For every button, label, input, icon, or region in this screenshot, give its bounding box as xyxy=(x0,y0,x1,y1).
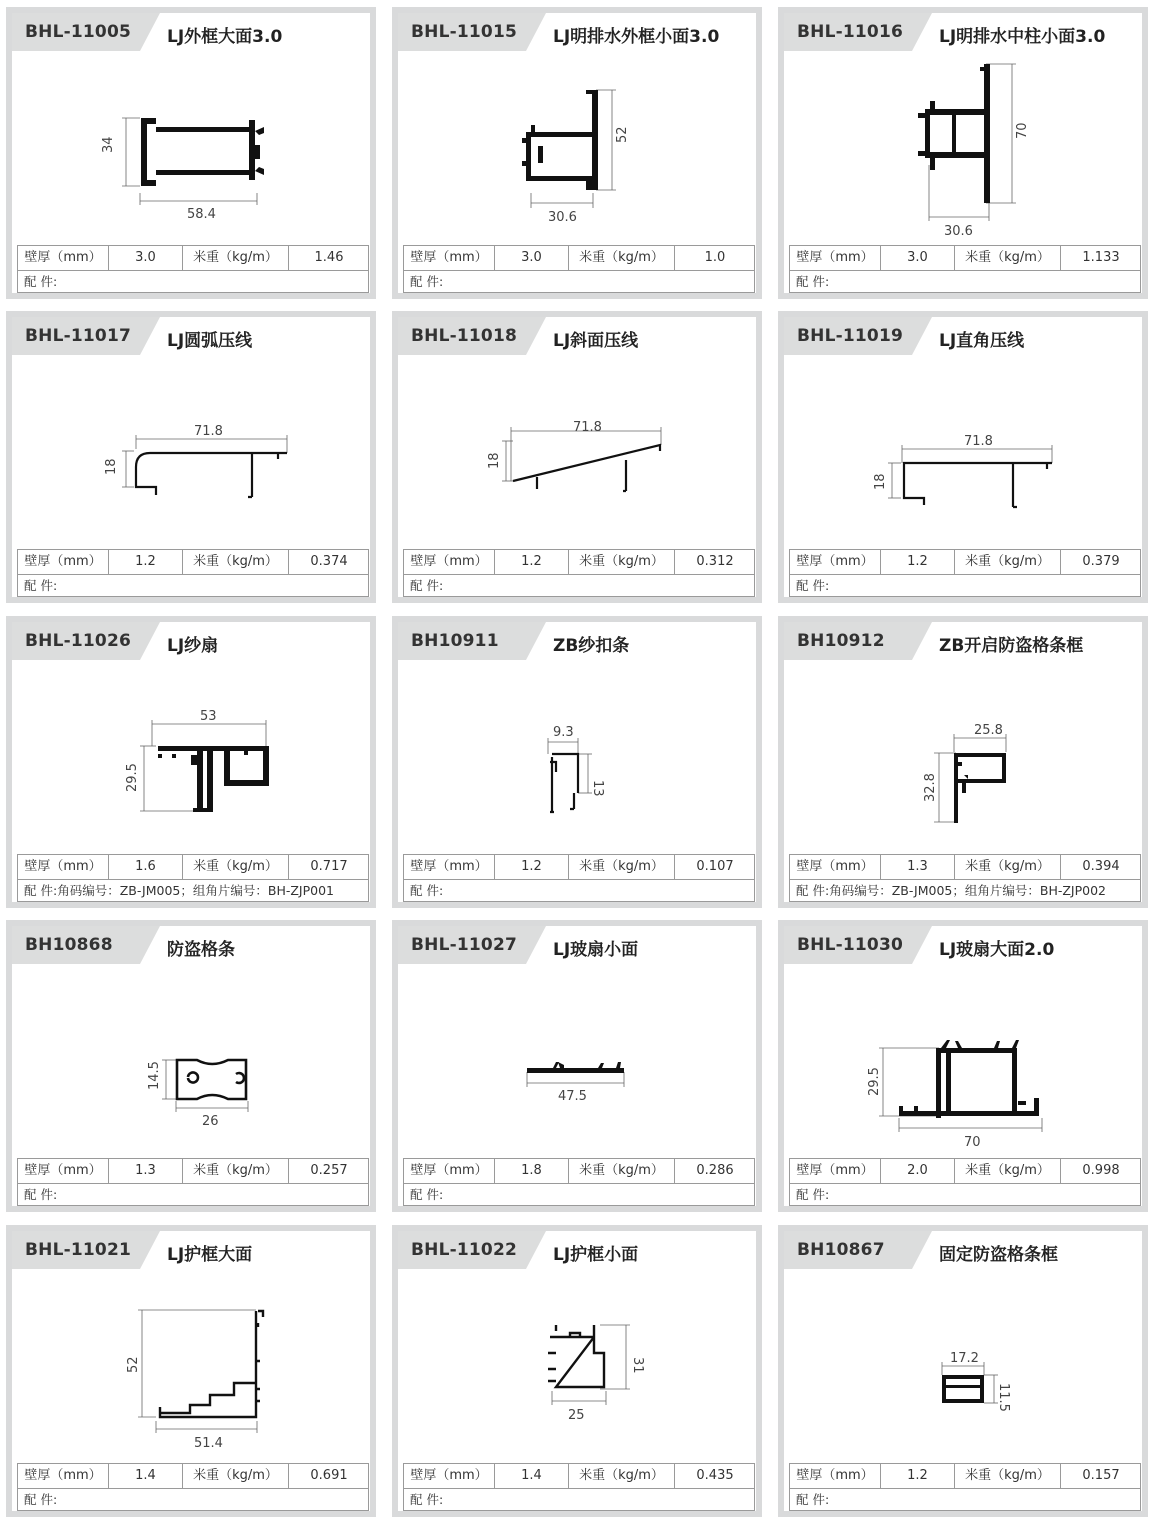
wall-label: 壁厚（mm） xyxy=(18,550,109,574)
product-code: BH10867 xyxy=(797,1240,885,1260)
card-header xyxy=(398,622,756,660)
dim-width: 30.6 xyxy=(548,210,577,225)
product-card xyxy=(392,7,762,299)
spec-table xyxy=(403,245,755,293)
dim-height: 29.5 xyxy=(125,763,140,792)
profile-drawing xyxy=(784,1271,1142,1459)
wall-value: 3.0 xyxy=(881,246,955,270)
product-code: BHL-11019 xyxy=(797,326,904,346)
wall-value: 1.2 xyxy=(495,855,569,879)
product-name: 防盗格条 xyxy=(167,940,235,960)
weight-label: 米重（kg/m） xyxy=(955,1159,1061,1183)
product-code: BHL-11005 xyxy=(25,22,132,42)
parts-label: 配 件: xyxy=(796,883,830,898)
spec-table xyxy=(403,1463,755,1511)
wall-label: 壁厚（mm） xyxy=(790,246,881,270)
card-header xyxy=(784,926,1142,964)
product-card xyxy=(392,311,762,603)
spec-table xyxy=(403,854,755,902)
wall-value: 1.2 xyxy=(495,550,569,574)
wall-label: 壁厚（mm） xyxy=(404,550,495,574)
dim-height: 11.5 xyxy=(996,1383,1011,1412)
card-header xyxy=(398,317,756,355)
product-code: BHL-11021 xyxy=(25,1240,132,1260)
dim-height: 18 xyxy=(104,458,119,475)
wall-value: 1.2 xyxy=(881,1464,955,1488)
wall-label: 壁厚（mm） xyxy=(790,550,881,574)
profile-drawing xyxy=(12,53,370,241)
product-card xyxy=(778,7,1148,299)
dim-width: 71.8 xyxy=(194,424,223,439)
weight-value: 1.133 xyxy=(1082,250,1120,265)
wall-label: 壁厚（mm） xyxy=(18,855,109,879)
spec-table xyxy=(789,1158,1141,1206)
dim-height: 31 xyxy=(630,1357,645,1374)
dim-height: 14.5 xyxy=(147,1061,162,1090)
product-card xyxy=(392,920,762,1212)
weight-label: 米重（kg/m） xyxy=(955,246,1061,270)
product-code: BH10868 xyxy=(25,935,113,955)
product-name: LJ护框小面 xyxy=(553,1245,639,1265)
card-header xyxy=(784,1231,1142,1269)
parts-label: 配 件: xyxy=(410,1187,444,1202)
wall-value: 3.0 xyxy=(109,246,183,270)
wall-label: 壁厚（mm） xyxy=(18,1464,109,1488)
wall-label: 壁厚（mm） xyxy=(790,855,881,879)
weight-value: 0.257 xyxy=(310,1163,348,1178)
wall-label: 壁厚（mm） xyxy=(18,246,109,270)
parts-label: 配 件: xyxy=(796,274,830,289)
weight-value: 0.394 xyxy=(1082,859,1120,874)
weight-label: 米重（kg/m） xyxy=(183,246,289,270)
profile-drawing xyxy=(784,662,1142,850)
wall-value: 1.4 xyxy=(495,1464,569,1488)
product-code: BHL-11017 xyxy=(25,326,132,346)
wall-label: 壁厚（mm） xyxy=(404,1464,495,1488)
profile-drawing xyxy=(398,966,756,1154)
weight-label: 米重（kg/m） xyxy=(569,550,675,574)
weight-value: 0.379 xyxy=(1082,554,1120,569)
dim-width: 26 xyxy=(202,1114,219,1129)
product-name: LJ明排水中柱小面3.0 xyxy=(939,27,1106,47)
parts-label: 配 件: xyxy=(796,578,830,593)
weight-value: 0.107 xyxy=(696,859,734,874)
profile-drawing xyxy=(12,662,370,850)
weight-value: 1.0 xyxy=(704,250,726,265)
weight-label: 米重（kg/m） xyxy=(955,550,1061,574)
dim-width: 17.2 xyxy=(950,1351,979,1366)
spec-table xyxy=(17,1158,369,1206)
weight-label: 米重（kg/m） xyxy=(183,550,289,574)
card-header xyxy=(398,13,756,51)
weight-value: 0.286 xyxy=(696,1163,734,1178)
wall-label: 壁厚（mm） xyxy=(404,1159,495,1183)
product-name: LJ玻扇小面 xyxy=(553,940,639,960)
product-card xyxy=(6,616,376,908)
dim-width: 58.4 xyxy=(187,207,216,222)
weight-label: 米重（kg/m） xyxy=(955,1464,1061,1488)
spec-table xyxy=(403,549,755,597)
product-code: BHL-11016 xyxy=(797,22,904,42)
product-card xyxy=(778,920,1148,1212)
wall-value: 1.2 xyxy=(881,550,955,574)
product-code: BHL-11022 xyxy=(411,1240,518,1260)
spec-table xyxy=(789,1463,1141,1511)
product-name: LJ护框大面 xyxy=(167,1245,253,1265)
product-name: 固定防盗格条框 xyxy=(939,1245,1058,1265)
product-card xyxy=(778,616,1148,908)
wall-value: 1.3 xyxy=(109,1159,183,1183)
weight-label: 米重（kg/m） xyxy=(569,246,675,270)
spec-table xyxy=(789,549,1141,597)
profile-drawing xyxy=(784,53,1142,241)
card-header xyxy=(12,926,370,964)
product-card xyxy=(6,1225,376,1517)
parts-label: 配 件: xyxy=(410,578,444,593)
product-name: LJ外框大面3.0 xyxy=(167,27,283,47)
wall-value: 1.4 xyxy=(109,1464,183,1488)
parts-label: 配 件: xyxy=(796,1187,830,1202)
card-header xyxy=(784,622,1142,660)
dim-height: 29.5 xyxy=(867,1067,882,1096)
parts-label: 配 件: xyxy=(796,1492,830,1507)
profile-drawing xyxy=(12,966,370,1154)
parts-label: 配 件: xyxy=(24,1187,58,1202)
card-header xyxy=(784,317,1142,355)
product-card xyxy=(778,1225,1148,1517)
parts-label: 配 件: xyxy=(24,883,58,898)
wall-label: 壁厚（mm） xyxy=(790,1159,881,1183)
wall-value: 2.0 xyxy=(881,1159,955,1183)
wall-value: 1.8 xyxy=(495,1159,569,1183)
profile-drawing xyxy=(398,1271,756,1459)
product-code: BHL-11026 xyxy=(25,631,132,651)
product-name: LJ明排水外框小面3.0 xyxy=(553,27,720,47)
profile-drawing xyxy=(12,1271,370,1459)
spec-table xyxy=(789,245,1141,293)
product-name: LJ纱扇 xyxy=(167,636,219,656)
parts-value: 角码编号：ZB-JM005；组角片编号：BH-ZJP002 xyxy=(829,883,1106,898)
parts-label: 配 件: xyxy=(410,274,444,289)
card-header xyxy=(12,622,370,660)
product-name: LJ玻扇大面2.0 xyxy=(939,940,1055,960)
weight-value: 0.717 xyxy=(310,859,348,874)
wall-label: 壁厚（mm） xyxy=(404,855,495,879)
weight-value: 0.374 xyxy=(310,554,348,569)
dim-width: 71.8 xyxy=(964,434,993,449)
product-card xyxy=(778,311,1148,603)
product-code: BHL-11027 xyxy=(411,935,518,955)
product-code: BHL-11018 xyxy=(411,326,518,346)
weight-label: 米重（kg/m） xyxy=(183,1464,289,1488)
weight-value: 0.998 xyxy=(1082,1163,1120,1178)
card-header xyxy=(398,926,756,964)
product-code: BH10911 xyxy=(411,631,499,651)
product-card xyxy=(6,920,376,1212)
parts-label: 配 件: xyxy=(410,883,444,898)
dim-width: 30.6 xyxy=(944,224,973,239)
product-name: LJ斜面压线 xyxy=(553,331,639,351)
profile-drawing xyxy=(784,966,1142,1154)
profile-drawing xyxy=(398,357,756,545)
wall-label: 壁厚（mm） xyxy=(790,1464,881,1488)
parts-label: 配 件: xyxy=(24,1492,58,1507)
weight-label: 米重（kg/m） xyxy=(569,1159,675,1183)
weight-value: 0.157 xyxy=(1082,1468,1120,1483)
wall-value: 1.2 xyxy=(109,550,183,574)
card-header xyxy=(12,13,370,51)
product-name: ZB纱扣条 xyxy=(553,636,630,656)
spec-table xyxy=(17,1463,369,1511)
weight-value: 0.691 xyxy=(310,1468,348,1483)
dim-width: 71.8 xyxy=(573,420,602,435)
dim-height: 18 xyxy=(487,452,502,469)
wall-value: 1.6 xyxy=(109,855,183,879)
weight-label: 米重（kg/m） xyxy=(183,855,289,879)
wall-label: 壁厚（mm） xyxy=(18,1159,109,1183)
dim-width: 47.5 xyxy=(558,1089,587,1104)
product-code: BHL-11015 xyxy=(411,22,518,42)
product-code: BHL-11030 xyxy=(797,935,904,955)
parts-value: 角码编号：ZB-JM005；组角片编号：BH-ZJP001 xyxy=(57,883,334,898)
card-header xyxy=(398,1231,756,1269)
spec-table xyxy=(789,854,1141,902)
profile-drawing xyxy=(398,53,756,241)
dim-height: 52 xyxy=(126,1356,141,1373)
product-card xyxy=(6,7,376,299)
card-header xyxy=(12,317,370,355)
weight-label: 米重（kg/m） xyxy=(183,1159,289,1183)
product-card xyxy=(6,311,376,603)
dim-width: 25 xyxy=(568,1408,585,1423)
spec-table xyxy=(403,1158,755,1206)
product-card xyxy=(392,1225,762,1517)
dim-width: 53 xyxy=(200,709,217,724)
dim-height: 52 xyxy=(615,126,630,143)
wall-value: 1.3 xyxy=(881,855,955,879)
weight-label: 米重（kg/m） xyxy=(569,855,675,879)
product-name: ZB开启防盗格条框 xyxy=(939,636,1084,656)
spec-table xyxy=(17,245,369,293)
spec-table xyxy=(17,549,369,597)
card-header xyxy=(12,1231,370,1269)
card-header xyxy=(784,13,1142,51)
dim-width: 25.8 xyxy=(974,723,1003,738)
dim-width: 51.4 xyxy=(194,1436,223,1451)
parts-label: 配 件: xyxy=(410,1492,444,1507)
parts-label: 配 件: xyxy=(24,274,58,289)
spec-table xyxy=(17,854,369,902)
dim-width: 70 xyxy=(964,1135,981,1150)
weight-value: 0.312 xyxy=(696,554,734,569)
dim-height: 70 xyxy=(1015,122,1030,139)
parts-label: 配 件: xyxy=(24,578,58,593)
dim-height: 34 xyxy=(101,136,116,153)
weight-value: 1.46 xyxy=(314,250,344,265)
product-name: LJ圆弧压线 xyxy=(167,331,253,351)
dim-height: 18 xyxy=(873,473,888,490)
profile-drawing xyxy=(398,662,756,850)
dim-width: 9.3 xyxy=(553,725,574,740)
weight-value: 0.435 xyxy=(696,1468,734,1483)
product-card xyxy=(392,616,762,908)
dim-height: 32.8 xyxy=(923,773,938,802)
weight-label: 米重（kg/m） xyxy=(569,1464,675,1488)
product-code: BH10912 xyxy=(797,631,885,651)
profile-drawing xyxy=(784,357,1142,545)
wall-label: 壁厚（mm） xyxy=(404,246,495,270)
wall-value: 3.0 xyxy=(495,246,569,270)
weight-label: 米重（kg/m） xyxy=(955,855,1061,879)
profile-drawing xyxy=(12,357,370,545)
product-name: LJ直角压线 xyxy=(939,331,1025,351)
dim-height: 13 xyxy=(590,780,605,797)
